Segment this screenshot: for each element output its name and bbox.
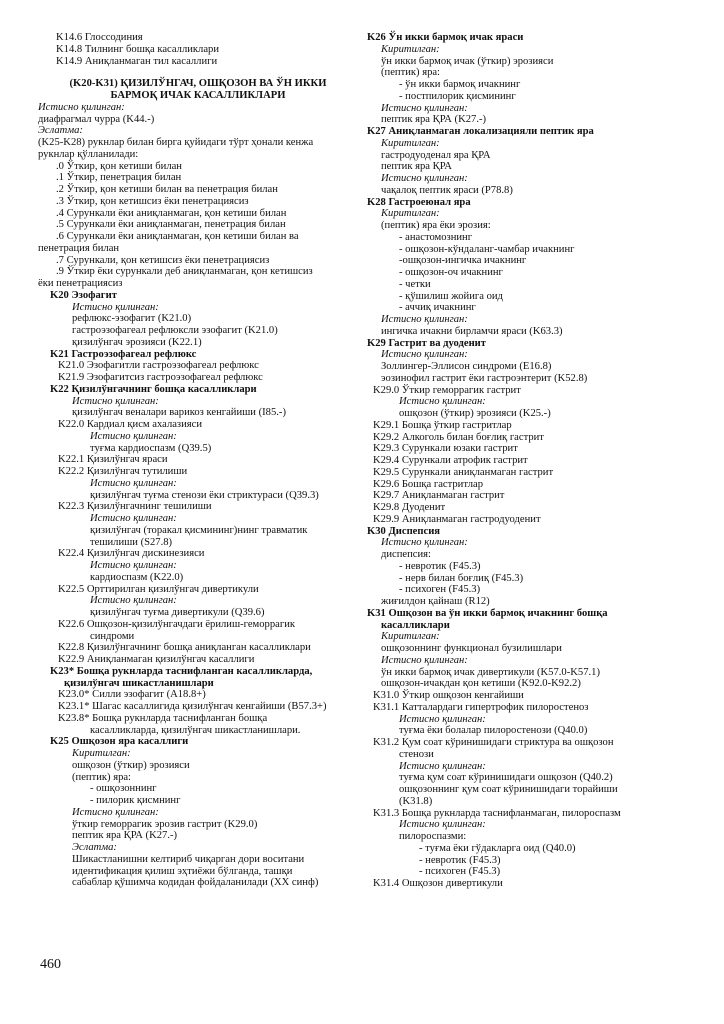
text-line: Истисно қилинган:: [90, 595, 177, 607]
text-line: Истисно қилинган:: [381, 173, 468, 184]
text-line: Истисно қилинган:: [72, 395, 159, 407]
text-line: K14.6 Глоссодиния: [56, 32, 143, 43]
text-line: .9 Ўткир ёки сурункали деб аниқланмаган, қон кетишсиз: [56, 266, 313, 278]
text-line: Истисно қилинган:: [72, 806, 159, 818]
text-line: .1 Ўткир, пенетрация билан: [56, 172, 182, 184]
text-line: K23.0* Силли эзофагит (A18.8+): [58, 689, 206, 701]
text-line: Киритилган:: [72, 748, 131, 759]
text-line: Истисно қилинган:: [381, 537, 468, 549]
text-line: K29.4 Сурункали атрофик гастрит: [373, 455, 528, 466]
text-line: пептик яра ҚРА: [381, 161, 452, 173]
text-line: (пептик) яра:: [72, 771, 132, 783]
text-line: K20 Эзофагит: [50, 289, 117, 301]
text-line: (K25-K28) рукнлар билан бирга қуйидаги тўрт ҳонали кенжа: [38, 137, 314, 148]
text-line: чақалоқ пептик яраси (P78.8): [381, 184, 513, 196]
right-column: [367, 32, 697, 890]
text-line: Истисно қилинган:: [90, 430, 177, 442]
text-line: K29.1 Бошқа ўткир гастритлар: [373, 419, 512, 431]
text-line: ошқозоннинг функционал бузилишлари: [381, 643, 562, 654]
text-line: - четки: [399, 278, 431, 290]
text-line: K27 Аниқланмаган локализацияли пептик яра: [367, 126, 594, 137]
text-line: K23.8* Бошқа рукнларда таснифланган бошқа: [58, 712, 268, 724]
text-line: - нерв билан боғлиқ (F45.3): [399, 572, 524, 584]
text-line: .4 Сурункали ёки аниқланмаган, қон кетиши билан: [56, 207, 287, 219]
text-line: сабаблар қўшимча кодидан фойдаланилади (XX синф): [72, 877, 319, 889]
text-line: стенози: [399, 748, 434, 760]
text-line: .2 Ўткир, қон кетиши билан ва пенетрация билан: [56, 184, 278, 195]
text-line: K29.0 Ўткир геморрагик гастрит: [373, 384, 521, 396]
text-line: (K20-K31) ҚИЗИЛЎНГАЧ, ОШҚОЗОН ВА ЎН ИККИ: [69, 78, 327, 90]
text-line: K31 Ошқозон ва ўн икки бармоқ ичакнинг бошқа: [367, 607, 608, 619]
text-line: ўн икки бармоқ ичак дивертикули (K57.0-K57.1): [381, 666, 600, 678]
text-line: Эслатма:: [72, 842, 117, 853]
text-line: K31.1 Катталардаги гипертрофик пилоростеноз: [373, 701, 589, 713]
text-line: Истисно қилинган:: [399, 819, 486, 831]
text-line: Киритилган:: [381, 43, 440, 55]
text-line: - аччиқ ичакнинг: [399, 302, 476, 314]
text-line: K30 Диспепсия: [367, 525, 441, 537]
text-line: - невротик (F45.3): [399, 560, 481, 572]
text-line: - постпилорик қисмининг: [399, 90, 516, 102]
text-line: K22.0 Кардиал қисм ахалазияси: [58, 419, 203, 430]
text-line: K29.6 Бошқа гастритлар: [373, 478, 483, 490]
text-line: гастроэзофагеал рефлюксли эзофагит (K21.0): [72, 325, 278, 336]
text-line: K23.1* Шагас касаллигида қизилўнгач кенгайиши (B57.3+): [58, 701, 327, 712]
page-number: 460: [40, 957, 61, 972]
text-line: K28 Гастроеюнал яра: [367, 196, 471, 208]
text-line: K21.0 Эзофагитли гастроэзофагеал рефлюкс: [58, 360, 259, 372]
text-line: K29.9 Аниқланмаган гастродуоденит: [373, 513, 541, 525]
text-line: - ошқозоннинг: [90, 783, 157, 795]
text-line: K29.2 Алкоголь билан боғлиқ гастрит: [373, 431, 544, 443]
text-line: тешилиши (S27.8): [90, 536, 173, 548]
text-line: қизилўнгач туғма дивертикули (Q39.6): [90, 607, 265, 618]
text-line: Истисно қилинган:: [381, 314, 468, 325]
text-line: K22.3 Қизилўнгачнинг тешилиши: [58, 501, 212, 513]
text-line: K22 Қизилўнгачнинг бошқа касалликлари: [50, 383, 257, 395]
text-line: K29.7 Аниқланмаган гастрит: [373, 490, 505, 502]
text-line: Истисно қилинган:: [38, 101, 125, 113]
text-line: - пилорик қисмнинг: [90, 795, 181, 806]
text-line: K14.8 Тилнинг бошқа касалликлари: [56, 43, 220, 55]
text-line: Истисно қилинган:: [399, 760, 486, 772]
text-line: жиғилдон қайнаш (R12): [381, 596, 490, 607]
text-line: K31.4 Ошқозон дивертикули: [373, 878, 503, 889]
text-line: гастродуоденал яра ҚРА: [381, 149, 491, 161]
text-line: K22.2 Қизилўнгач тутилиши: [58, 466, 188, 477]
text-line: K26 Ўн икки бармоқ ичак яраси: [367, 32, 524, 43]
text-line: K22.1 Қизилўнгач яраси: [58, 454, 168, 466]
text-line: K14.9 Аниқланмаган тил касаллиги: [56, 55, 218, 67]
text-line: пептик яра ҚРА (K27.-): [72, 830, 178, 842]
text-line: қизилўнгач (торакал қисмининг)нинг травматик: [90, 524, 308, 536]
text-line: K29.8 Дуоденит: [373, 502, 446, 513]
text-line: қизилўнгач шикастланишлари: [64, 677, 214, 689]
text-line: касалликлари: [381, 619, 450, 631]
text-line: қизилўнгач веналари варикоз кенгайиши (I85.-): [72, 407, 286, 419]
text-line: Киритилган:: [381, 631, 440, 643]
text-line: ошқозон-ичакдан қон кетиши (K92.0-K92.2): [381, 678, 581, 690]
text-line: эозинофил гастрит ёки гастроэнтерит (K52.8): [381, 372, 588, 384]
text-line: Истисно қилинган:: [90, 513, 177, 524]
text-line: Шикастланишни келтириб чиқарган дори воситани: [72, 853, 305, 865]
text-line: (пептик) яра:: [381, 67, 441, 79]
text-line: (K31.8): [399, 795, 433, 807]
text-line: K29 Гастрит ва дуоденит: [367, 337, 486, 349]
text-line: K31.2 Қум соат кўринишидаги стриктура ва ошқозон: [373, 737, 614, 748]
text-line: ёки пенетрациясиз: [38, 278, 123, 289]
text-line: пептик яра ҚРА (K27.-): [381, 114, 487, 126]
text-line: K25 Ошқозон яра касаллиги: [50, 736, 189, 748]
text-line: - психоген (F45.3): [399, 584, 481, 596]
text-line: ўткир геморрагик эрозив гастрит (K29.0): [72, 818, 258, 830]
text-line: Истисно қилинган:: [72, 301, 159, 313]
text-line: ошқозон (ўткир) эрозияси: [72, 759, 190, 771]
text-line: ошқозоннинг қум соат кўринишидаги торайиши: [399, 784, 618, 795]
text-line: K22.4 Қизилўнгач дискинезияси: [58, 548, 205, 560]
text-line: -ошқозон-ингичка ичакнинг: [399, 255, 527, 267]
text-line: K22.5 Орттирилган қизилўнгач дивертикули: [58, 583, 259, 595]
text-line: ўн икки бармоқ ичак (ўткир) эрозияси: [381, 55, 554, 67]
text-line: K29.5 Сурункали аниқланмаган гастрит: [373, 466, 554, 478]
text-line: K31.3 Бошқа рукнларда таснифланмаган, пилороспазм: [373, 807, 621, 819]
text-line: қизилўнгач эрозияси (K22.1): [72, 336, 202, 348]
text-line: Истисно қилинган:: [90, 560, 177, 571]
text-line: K29.3 Сурункали юзаки гастрит: [373, 443, 518, 455]
text-line: касалликларда, қизилўнгач шикастланишлари.: [90, 724, 301, 736]
text-line: Истисно қилинган:: [399, 713, 486, 725]
text-line: K22.6 Ошқозон-қизилўнгачдаги ёрилиш-геморрагик: [58, 618, 296, 630]
text-line: диспепсия:: [381, 549, 431, 560]
text-line: .0 Ўткир, қон кетиши билан: [56, 160, 182, 172]
text-line: (пептик) яра ёки эрозия:: [381, 220, 491, 231]
text-line: ингичка ичакни бирламчи яраси (K63.3): [381, 325, 563, 337]
left-column: [38, 32, 358, 889]
text-line: - ошқозон-кўндаланг-чамбар ичакнинг: [399, 243, 575, 255]
text-line: Истисно қилинган:: [381, 102, 468, 114]
text-line: рефлюкс-эзофагит (K21.0): [72, 313, 192, 325]
text-line: Истисно қилинган:: [90, 477, 177, 489]
text-line: ошқозон (ўткир) эрозияси (K25.-): [399, 408, 551, 419]
text-line: - ўн икки бармоқ ичакнинг: [399, 79, 521, 90]
text-line: пенетрация билан: [38, 242, 120, 254]
text-line: Истисно қилинган:: [399, 396, 486, 408]
text-line: Истисно қилинган:: [381, 349, 468, 361]
text-line: Золлингер-Эллисон синдроми (E16.8): [381, 361, 552, 372]
blank-line: [38, 67, 358, 78]
text-line: Эслатма:: [38, 125, 83, 137]
text-line: .3 Ўткир, қон кетишсиз ёки пенетрациясиз: [56, 195, 249, 207]
text-line: туғма ёки болалар пилоростенози (Q40.0): [399, 725, 588, 737]
text-line: идентификация қилиш эҳтиёжи бўлганда, ташқи: [72, 865, 293, 877]
text-line: .6 Сурункали ёки аниқланмаган, қон кетиши билан ва: [56, 231, 299, 242]
text-line: K31.0 Ўткир ошқозон кенгайиши: [373, 690, 524, 701]
text-line: K23* Бошқа рукнларда таснифланган касалликларда,: [50, 665, 313, 677]
text-line: синдроми: [90, 630, 135, 642]
text-line: - қўшилиш жойига оид: [399, 290, 503, 302]
text-line: БАРМОҚ ИЧАК КАСАЛЛИКЛАРИ: [110, 90, 286, 101]
text-line: - ошқозон-оч ичакнинг: [399, 267, 503, 278]
text-line: Истисно қилинган:: [381, 654, 468, 666]
text-line: .7 Сурункали, қон кетишсиз ёки пенетрациясиз: [56, 254, 270, 266]
text-line: - анастомознинг: [399, 231, 473, 243]
text-line: диафрагмал чурра (K44.-): [38, 113, 155, 125]
text-line: - психоген (F45.3): [419, 866, 501, 878]
text-line: K22.9 Аниқланмаган қизилўнгач касаллиги: [58, 654, 255, 665]
text-line: туғма кардиоспазм (Q39.5): [90, 442, 212, 454]
text-line: Киритилган:: [381, 137, 440, 149]
text-line: Киритилган:: [381, 208, 440, 220]
text-line: пилороспазми:: [399, 831, 467, 842]
text-line: .5 Сурункали ёки аниқланмаган, пенетрация билан: [56, 219, 286, 231]
text-line: туғма қум соат кўринишидаги ошқозон (Q40.2): [399, 772, 613, 784]
text-line: рукнлар қўлланилади:: [38, 148, 139, 160]
text-line: қизилўнгач туғма стенози ёки стриктураси (Q39.3): [90, 489, 319, 501]
text-line: K21.9 Эзофагитсиз гастроэзофагеал рефлюкс: [58, 372, 263, 383]
text-line: K22.8 Қизилўнгачнинг бошқа аниқланган касалликлари: [58, 642, 311, 654]
text-line: кардиоспазм (K22.0): [90, 571, 184, 583]
text-line: - туғма ёки гўдакларга оид (Q40.0): [419, 842, 576, 854]
text-line: - невротик (F45.3): [419, 854, 501, 866]
text-line: K21 Гастроэзофагеал рефлюкс: [50, 348, 197, 360]
